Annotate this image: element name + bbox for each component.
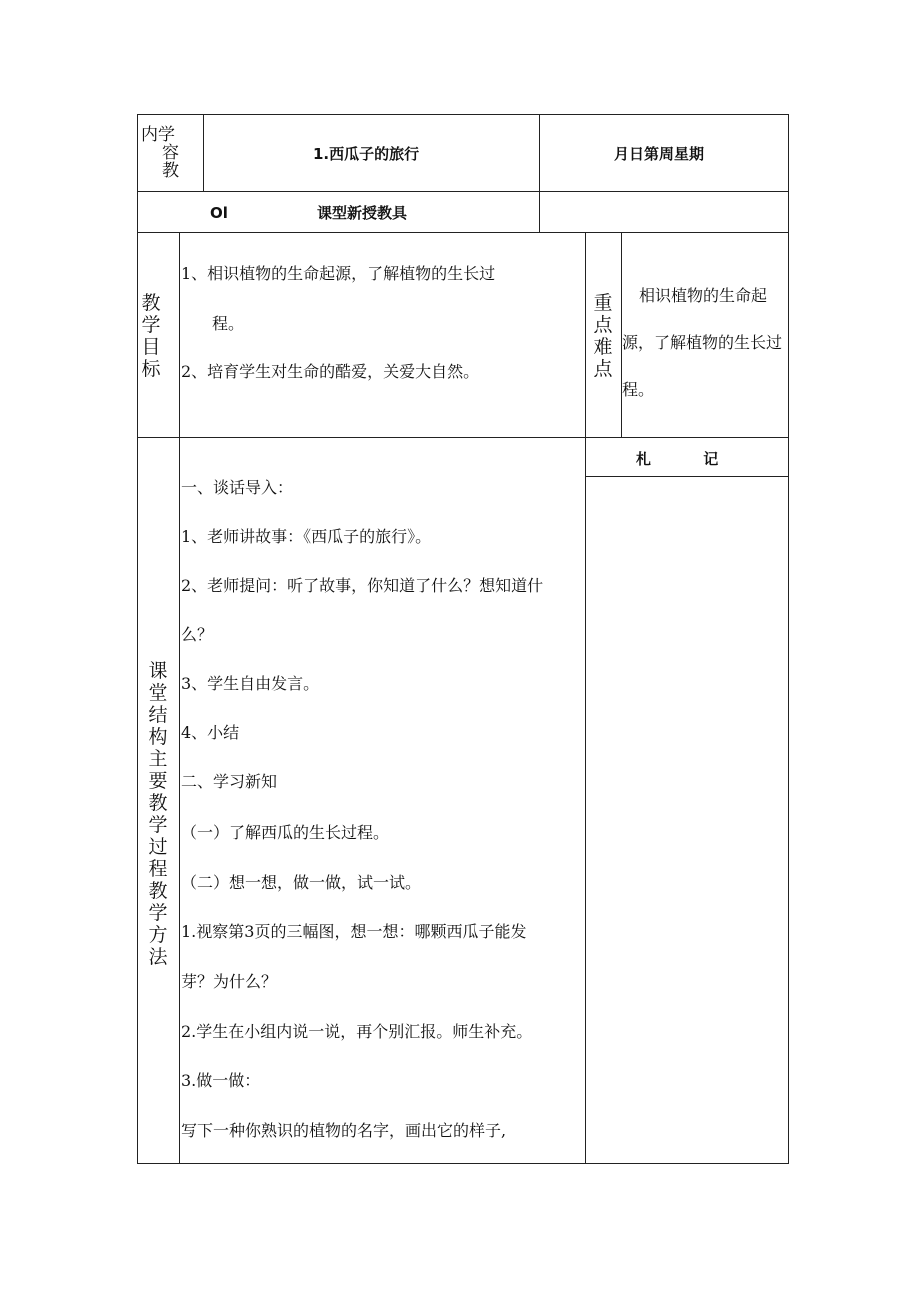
row1-bottom-border xyxy=(137,191,789,192)
process-line-7: 二、学习新知 xyxy=(181,772,278,791)
process-side-label: 课堂结构主要教学过程教学方法 xyxy=(148,660,168,968)
goals-bottom-border xyxy=(137,437,789,438)
process-line-2: 1、老师讲故事：《西瓜子的旅行》。 xyxy=(181,527,432,546)
process-line-10: 1.视察第3页的三幅图，想一想：哪颗西瓜子能发 xyxy=(181,922,527,941)
process-line-3: 2、老师提问：听了故事，你知道了什么？想知道什 xyxy=(181,576,544,595)
process-line-11: 芽？为什么？ xyxy=(181,972,278,991)
ol-label: Ol xyxy=(210,204,228,222)
goals-side-label: 教学目标 xyxy=(141,292,161,380)
keypoints-side-label: 重点难点 xyxy=(593,292,613,380)
process-line-6: 4、小结 xyxy=(181,723,240,742)
header-date-divider xyxy=(539,114,540,233)
keypoints-line-2: 源，了解植物的生长过 xyxy=(622,333,783,352)
process-line-13: 3.做一做： xyxy=(181,1071,261,1090)
side-label-divider xyxy=(179,232,180,1164)
corner-label-line3: 教 xyxy=(162,161,179,181)
row2-bottom-border xyxy=(137,232,789,233)
corner-cell-divider xyxy=(203,114,204,192)
corner-label-line2: 容 xyxy=(162,143,179,163)
content-notes-divider xyxy=(585,232,586,1164)
date-label: 月日第周星期 xyxy=(614,145,705,163)
notes-header-bottom-border xyxy=(585,476,789,477)
goals-line-1: 1、相识植物的生命起源，了解植物的生长过 xyxy=(181,264,496,283)
notes-header: 札 记 xyxy=(636,450,719,468)
corner-label-line1: 内学 xyxy=(141,125,175,145)
process-line-14: 写下一种你熟识的植物的名字，画出它的样子, xyxy=(181,1121,507,1140)
lesson-type-label: 课型新授教具 xyxy=(317,204,408,222)
table-left-border xyxy=(137,114,138,1164)
lesson-title: 1.西瓜子的旅行 xyxy=(313,145,420,163)
table-bottom-border xyxy=(137,1163,789,1164)
table-top-border xyxy=(137,114,789,115)
process-line-12: 2.学生在小组内说一说，再个别汇报。师生补充。 xyxy=(181,1022,533,1041)
keypoints-line-1: 相识植物的生命起 xyxy=(639,286,768,305)
process-line-5: 3、学生自由发言。 xyxy=(181,674,320,693)
process-line-4: 么？ xyxy=(181,625,214,644)
process-line-8: （一）了解西瓜的生长过程。 xyxy=(181,823,390,842)
corner-label xyxy=(140,126,202,180)
process-line-9: （二）想一想，做一做，试一试。 xyxy=(181,873,422,892)
goals-line-3: 2、培育学生对生命的酷爱，关爱大自然。 xyxy=(181,362,480,381)
process-line-1: 一、谈话导入： xyxy=(181,478,294,497)
keypoints-line-3: 程。 xyxy=(622,380,655,399)
goals-line-2: 程。 xyxy=(212,314,245,333)
table-right-border xyxy=(788,114,789,1164)
